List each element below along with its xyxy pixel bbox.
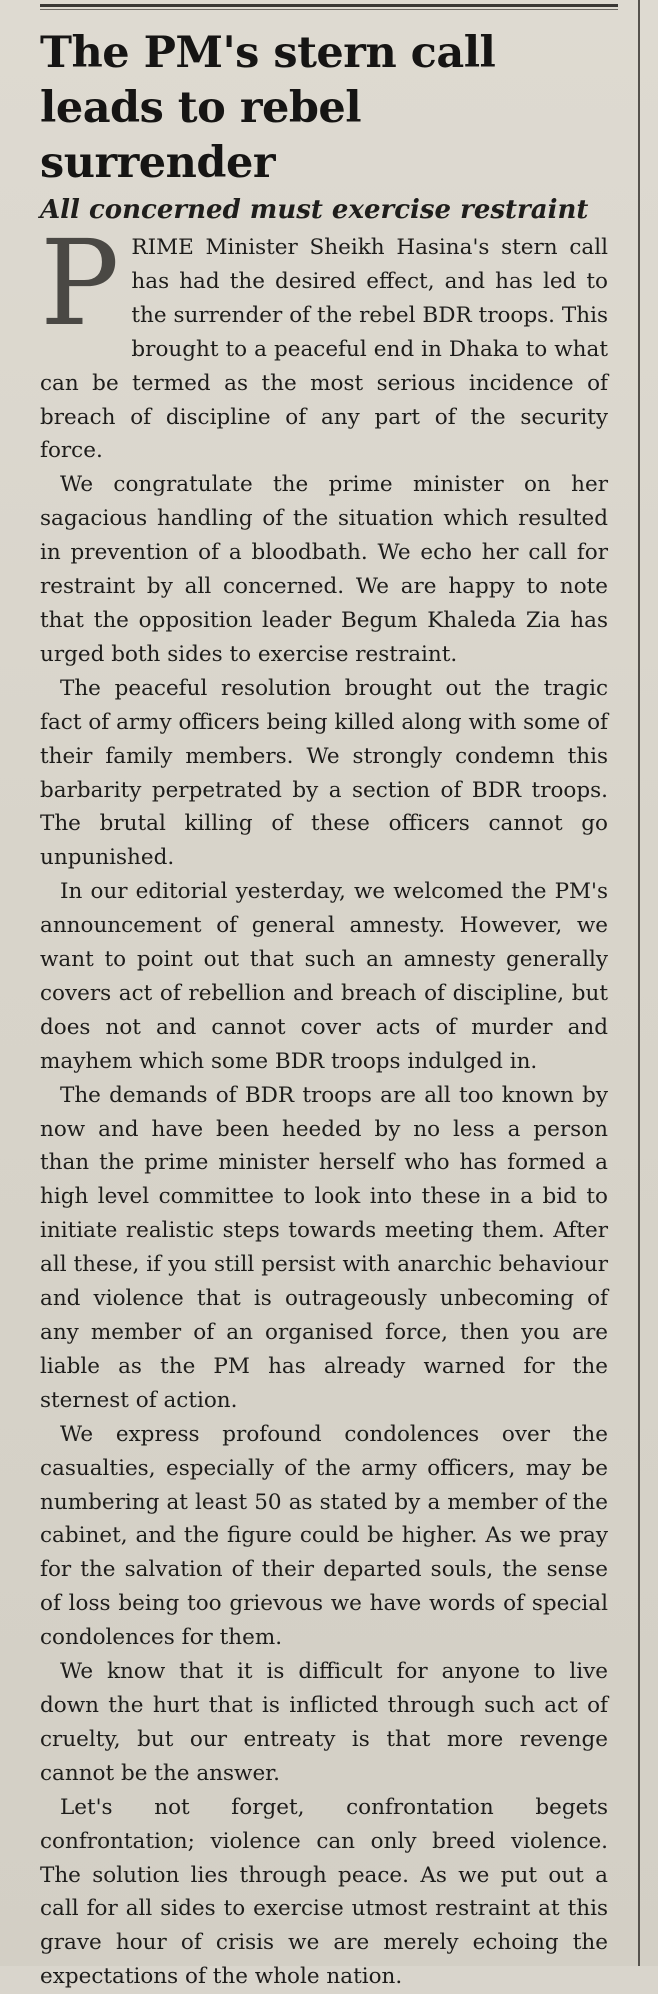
article-body bbox=[40, 214, 608, 1994]
drop-cap: P bbox=[40, 214, 120, 352]
editorial-column bbox=[40, 26, 608, 1994]
subheadline: All concerned must exercise restraint bbox=[40, 195, 589, 225]
paragraph-3: The peaceful resolution brought out the tragic fact of army officers being killed along with some of their family members. We strongly condemn this barbarity perpetrated by a section of BDR troops. The brutal killing of these officers cannot go unpunished. bbox=[40, 675, 608, 871]
paragraph-8: Let's not forget, confrontation begets confrontation; violence can only breed violence. The solution lies through peace. As we put out a call for all sides to exercise utmost restraint at this grave hour of crisis we are merely echoing the expectations of the whole nation. bbox=[40, 1794, 608, 1990]
paragraph-4: In our editorial yesterday, we welcomed the PM's announcement of general amnesty. However, we want to point out that such an amnesty generally covers act of rebellion and breach of discipline, but does not and cannot cover acts of murder and mayhem which some BDR troops indulged in. bbox=[40, 879, 608, 1074]
paragraph-7: We know that it is difficult for anyone to live down the hurt that is inflicted through such act of cruelty, but our entreaty is that more revenge cannot be the answer. bbox=[40, 1659, 608, 1786]
top-rule bbox=[40, 4, 618, 7]
paragraph-5: The demands of BDR troops are all too known by now and have been heeded by no less a person than the prime minister herself who has formed a high level committee to look into these in a bid to initiate realistic steps towards meeting them. After all these, if you still persist with anarchic behaviour and violence that is outrageously unbecoming of any member of an organised force, then you are liable as the PM has already warned for the sternest of action. bbox=[40, 1082, 608, 1413]
top-rule-thin bbox=[40, 9, 618, 10]
column-divider bbox=[638, 0, 640, 1966]
paragraph-2: We congratulate the prime minister on her sagacious handling of the situation which resulted in prevention of a bloodbath. We echo her call for restraint by all concerned. We are happy to note that the opposition leader Begum Khaleda Zia has urged both sides to exercise restraint. bbox=[40, 472, 608, 667]
paragraph-1-text: RIME Minister Sheikh Hasina's stern call has had the desired effect, and has led to the surrender of the rebel BDR troops. This brought to a peaceful end in Dhaka to what can be termed as the most serious incidence of breach of discipline of any part of the security force. bbox=[40, 235, 608, 464]
paragraph-1 bbox=[40, 214, 608, 468]
headline: The PM's stern call leads to rebel surrender bbox=[40, 28, 496, 188]
paragraph-6: We express profound condolences over the casualties, especially of the army officers, may be numbering at least 50 as stated by a member of the cabinet, and the figure could be higher. As we pray for the salvation of their departed souls, the sense of loss being too grievous we have words of special condolences for them. bbox=[40, 1421, 608, 1651]
